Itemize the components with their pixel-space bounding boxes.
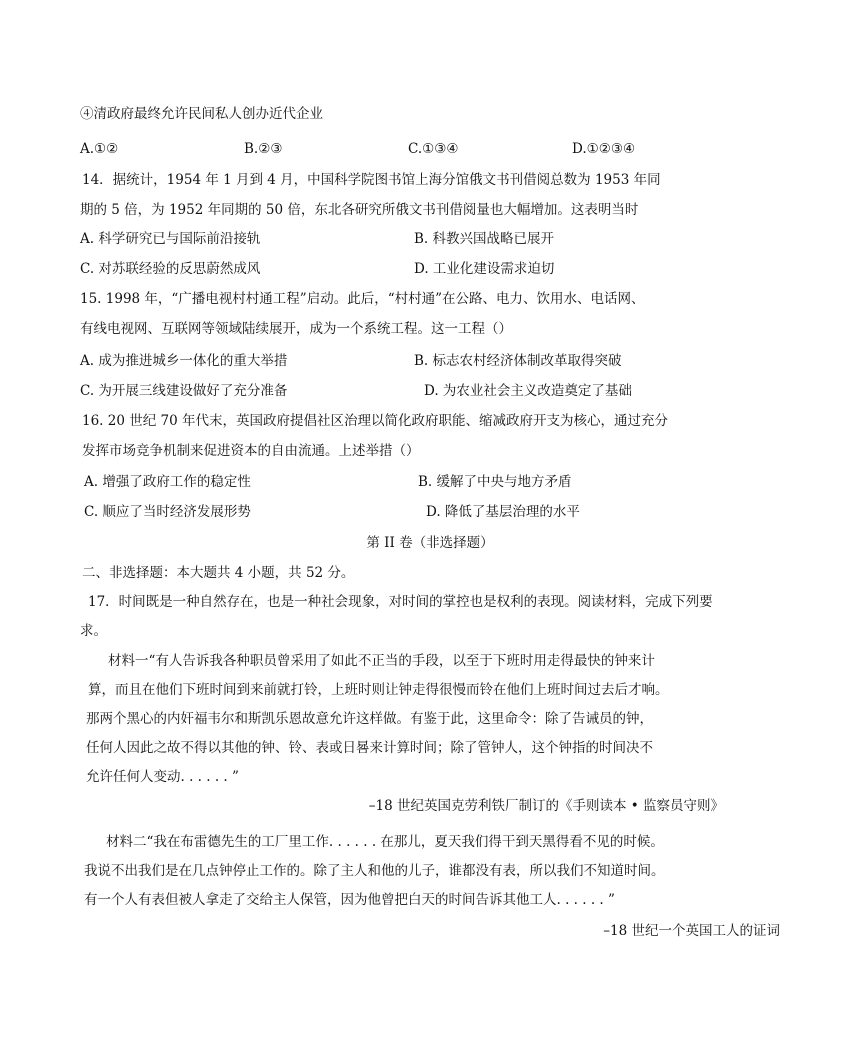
- q16-stem-line2: 发挥市场竞争机制来促进资本的自由流通。上述举措（）: [82, 443, 420, 459]
- material2-source: –18 世纪一个英国工人的证词: [603, 923, 780, 939]
- material1-line: 任何人因此之故不得以其他的钟、铃、表或日晷来计算时间；除了管钟人，这个钟指的时间决不: [86, 740, 653, 756]
- q14-option-d: D. 工业化建设需求迫切: [414, 261, 555, 277]
- q15-stem-line2: 有线电视网、互联网等领域陆续展开，成为一个系统工程。这一工程（）: [80, 321, 512, 337]
- q14-option-b: B. 科教兴国战略已展开: [414, 231, 555, 247]
- q16-option-c: C. 顺应了当时经济发展形势: [84, 504, 251, 520]
- material1-source: –18 世纪英国克劳利铁厂制订的《手则读本 • 监察员守则》: [368, 798, 724, 814]
- q13-option-b: B.②③: [244, 141, 283, 157]
- q16-option-b: B. 缓解了中央与地方矛盾: [418, 474, 572, 490]
- q17-stem-line2: 求。: [80, 623, 107, 639]
- q14-option-c: C. 对苏联经验的反思蔚然成风: [80, 261, 261, 277]
- q14-stem-line2: 期的 5 倍，为 1952 年同期的 50 倍，东北各研究所俄文书刊借阅量也大幅增加。这表明当时: [80, 202, 639, 218]
- q13-option-a: A.①②: [80, 141, 119, 157]
- q15-option-a: A. 成为推进城乡一体化的重大举措: [80, 353, 288, 369]
- material2-line: 材料二“我在布雷德先生的工厂里工作. . . . . . 在那儿，夏天我们得干到天黑得看不见的时候。: [106, 834, 664, 850]
- q16-stem-line1: 16. 20 世纪 70 年代末，英国政府提倡社区治理以简化政府职能、缩减政府开支为核心，通过充分: [82, 413, 668, 429]
- q17-stem-line1: 17．时间既是一种自然存在，也是一种社会现象，对时间的掌控也是权利的表现。阅读材料，完成下列要: [88, 594, 713, 610]
- q13-option-d: D.①②③④: [572, 141, 636, 157]
- section2-title: 第 II 卷（非选择题）: [366, 535, 494, 551]
- q15-option-d: D. 为农业社会主义改造奠定了基础: [424, 383, 632, 399]
- material1-line: 材料一“有人告诉我各种职员曾采用了如此不正当的手段，以至于下班时用走得最快的钟来计: [108, 653, 655, 669]
- material2-line: 有一个人有表但被人拿走了交给主人保管，因为他曾把白天的时间告诉其他工人. . . . . . ”: [84, 892, 615, 908]
- material1-line: 那两个黑心的内奸福韦尔和斯凯乐恩故意允许这样做。有鉴于此，这里命令：除了告诫员的钟，: [86, 711, 653, 727]
- q13-option-c: C.①③④: [408, 141, 459, 157]
- q16-option-d: D. 降低了基层治理的水平: [426, 504, 580, 520]
- q16-option-a: A. 增强了政府工作的稳定性: [84, 474, 251, 490]
- q15-option-b: B. 标志农村经济体制改革取得突破: [414, 353, 622, 369]
- q14-option-a: A. 科学研究已与国际前沿接轨: [80, 231, 261, 247]
- q13-item4: ④清政府最终允许民间私人创办近代企业: [80, 106, 323, 122]
- q14-stem-line1: 14．据统计，1954 年 1 月到 4 月，中国科学院图书馆上海分馆俄文书刊借阅总数为 1953 年同: [82, 172, 661, 188]
- q15-stem-line1: 15. 1998 年，“广播电视村村通工程”启动。此后，“村村通”在公路、电力、饮用水、电话网、: [80, 291, 645, 307]
- material1-line: 算，而且在他们下班时间到来前就打铃，上班时则让钟走得很慢而铃在他们上班时间过去后才响。: [88, 682, 669, 698]
- q15-option-c: C. 为开展三线建设做好了充分准备: [80, 383, 288, 399]
- material2-line: 我说不出我们是在几点钟停止工作的。除了主人和他的儿子，谁都没有表，所以我们不知道时间。: [84, 863, 665, 879]
- section2-intro: 二、非选择题：本大题共 4 小题，共 52 分。: [82, 565, 355, 581]
- material1-line: 允许任何人变动. . . . . . ”: [86, 769, 239, 785]
